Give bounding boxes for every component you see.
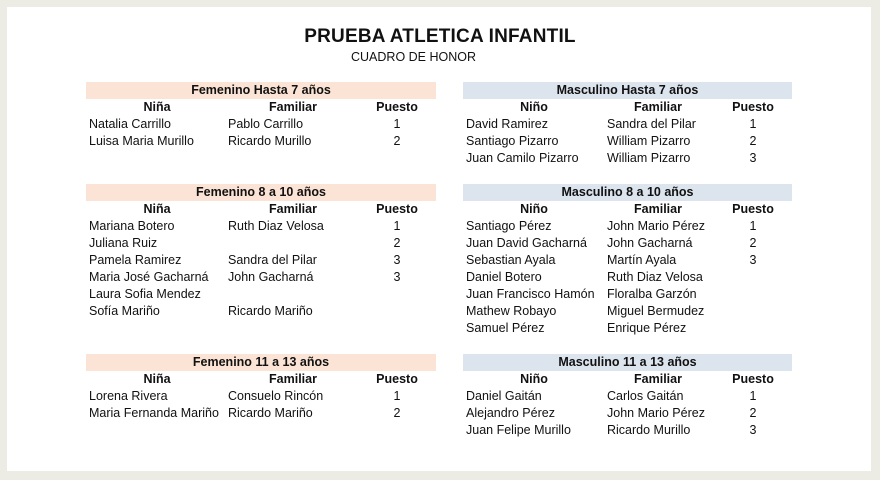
- familiar-name-cell: Consuelo Rincón: [228, 389, 324, 403]
- table-row: [463, 286, 815, 303]
- section-masculino-hasta-7: [463, 82, 815, 167]
- column-header-puesto: Puesto: [376, 100, 418, 114]
- puesto-cell: 1: [749, 389, 757, 403]
- column-header-name: Niño: [520, 202, 548, 216]
- puesto-cell: 2: [749, 236, 757, 250]
- child-name-cell: Lorena Rivera: [89, 389, 168, 403]
- child-name-cell: Juan Camilo Pizarro: [466, 151, 579, 165]
- child-name-cell: Laura Sofia Mendez: [89, 287, 201, 301]
- puesto-cell: 1: [749, 117, 757, 131]
- table-row: [463, 405, 815, 422]
- column-header-familiar: Familiar: [634, 372, 682, 386]
- column-header-familiar: Familiar: [269, 202, 317, 216]
- table-row: [463, 303, 815, 320]
- familiar-name-cell: Ricardo Mariño: [228, 304, 313, 318]
- familiar-name-cell: John Gacharná: [228, 270, 314, 284]
- puesto-cell: 1: [393, 219, 401, 233]
- child-name-cell: Luisa Maria Murillo: [89, 134, 194, 148]
- puesto-cell: 1: [393, 389, 401, 403]
- familiar-name-cell: Miguel Bermudez: [607, 304, 705, 318]
- familiar-name-cell: Pablo Carrillo: [228, 117, 304, 131]
- child-name-cell: Santiago Pérez: [466, 219, 552, 233]
- puesto-cell: 3: [749, 151, 757, 165]
- section-masculino-11-a-13: [463, 354, 815, 439]
- puesto-cell: 2: [393, 236, 401, 250]
- child-name-cell: Maria Fernanda Mariño: [89, 406, 219, 420]
- column-header-row: [463, 201, 815, 218]
- child-name-cell: Sofía Mariño: [89, 304, 160, 318]
- child-name-cell: Juliana Ruiz: [89, 236, 158, 250]
- page-subtitle: CUADRO DE HONOR: [351, 50, 477, 64]
- section-header: Masculino 11 a 13 años: [463, 354, 792, 371]
- section-masculino-8-a-10: [463, 184, 815, 337]
- column-header-puesto: Puesto: [732, 100, 774, 114]
- puesto-cell: 3: [393, 253, 401, 267]
- puesto-cell: 3: [749, 423, 757, 437]
- familiar-name-cell: Ruth Diaz Velosa: [607, 270, 703, 284]
- column-header-name: Niña: [143, 202, 171, 216]
- child-name-cell: Mathew Robayo: [466, 304, 557, 318]
- column-header-row: [463, 99, 815, 116]
- puesto-cell: 3: [393, 270, 401, 284]
- table-row: [86, 286, 438, 303]
- table-row: [86, 235, 438, 252]
- familiar-name-cell: John Gacharná: [607, 236, 693, 250]
- section-header: Femenino 8 a 10 años: [86, 184, 436, 201]
- familiar-name-cell: Sandra del Pilar: [228, 253, 317, 267]
- column-header-row: [86, 99, 438, 116]
- familiar-name-cell: John Mario Pérez: [607, 406, 705, 420]
- child-name-cell: Daniel Botero: [466, 270, 542, 284]
- column-header-name: Niña: [143, 372, 171, 386]
- column-header-name: Niño: [520, 372, 548, 386]
- column-header-name: Niña: [143, 100, 171, 114]
- puesto-cell: 3: [749, 253, 757, 267]
- table-row: [86, 116, 438, 133]
- section-header: Femenino Hasta 7 años: [86, 82, 436, 99]
- column-header-familiar: Familiar: [269, 100, 317, 114]
- column-header-puesto: Puesto: [376, 202, 418, 216]
- column-header-familiar: Familiar: [634, 100, 682, 114]
- familiar-name-cell: William Pizarro: [607, 134, 691, 148]
- familiar-name-cell: Ricardo Murillo: [607, 423, 691, 437]
- column-header-row: [86, 371, 438, 388]
- child-name-cell: Juan Felipe Murillo: [466, 423, 571, 437]
- table-row: [86, 269, 438, 286]
- child-name-cell: Juan David Gacharná: [466, 236, 587, 250]
- table-row: [463, 235, 815, 252]
- table-row: [463, 116, 815, 133]
- familiar-name-cell: Floralba Garzón: [607, 287, 697, 301]
- table-row: [86, 133, 438, 150]
- child-name-cell: Daniel Gaitán: [466, 389, 542, 403]
- table-row: [463, 320, 815, 337]
- column-header-familiar: Familiar: [634, 202, 682, 216]
- section-header: Masculino Hasta 7 años: [463, 82, 792, 99]
- table-row: [463, 252, 815, 269]
- column-header-familiar: Familiar: [269, 372, 317, 386]
- column-header-row: [463, 371, 815, 388]
- familiar-name-cell: Carlos Gaitán: [607, 389, 684, 403]
- table-row: [86, 252, 438, 269]
- familiar-name-cell: William Pizarro: [607, 151, 691, 165]
- familiar-name-cell: Ricardo Mariño: [228, 406, 313, 420]
- puesto-cell: 2: [393, 134, 401, 148]
- familiar-name-cell: Ruth Diaz Velosa: [228, 219, 324, 233]
- familiar-name-cell: John Mario Pérez: [607, 219, 705, 233]
- column-header-name: Niño: [520, 100, 548, 114]
- child-name-cell: Juan Francisco Hamón: [466, 287, 595, 301]
- puesto-cell: 2: [749, 406, 757, 420]
- child-name-cell: Samuel Pérez: [466, 321, 545, 335]
- table-row: [86, 388, 438, 405]
- table-row: [463, 218, 815, 235]
- section-femenino-hasta-7: [86, 82, 438, 150]
- puesto-cell: 2: [393, 406, 401, 420]
- section-header: Masculino 8 a 10 años: [463, 184, 792, 201]
- familiar-name-cell: Ricardo Murillo: [228, 134, 312, 148]
- child-name-cell: Pamela Ramirez: [89, 253, 182, 267]
- child-name-cell: Maria José Gacharná: [89, 270, 209, 284]
- section-femenino-11-a-13: [86, 354, 438, 422]
- puesto-cell: 2: [749, 134, 757, 148]
- familiar-name-cell: Martín Ayala: [607, 253, 677, 267]
- child-name-cell: Alejandro Pérez: [466, 406, 555, 420]
- page-title: PRUEBA ATLETICA INFANTIL: [304, 26, 576, 47]
- column-header-puesto: Puesto: [732, 202, 774, 216]
- table-row: [86, 303, 438, 320]
- child-name-cell: Sebastian Ayala: [466, 253, 556, 267]
- column-header-puesto: Puesto: [376, 372, 418, 386]
- familiar-name-cell: Enrique Pérez: [607, 321, 687, 335]
- table-row: [463, 422, 815, 439]
- table-row: [463, 150, 815, 167]
- child-name-cell: Natalia Carrillo: [89, 117, 171, 131]
- table-row: [463, 269, 815, 286]
- column-header-puesto: Puesto: [732, 372, 774, 386]
- section-header: Femenino 11 a 13 años: [86, 354, 436, 371]
- child-name-cell: Santiago Pizarro: [466, 134, 559, 148]
- familiar-name-cell: Sandra del Pilar: [607, 117, 696, 131]
- section-femenino-8-a-10: [86, 184, 438, 320]
- table-row: [463, 388, 815, 405]
- table-row: [463, 133, 815, 150]
- column-header-row: [86, 201, 438, 218]
- table-row: [86, 218, 438, 235]
- puesto-cell: 1: [749, 219, 757, 233]
- puesto-cell: 1: [393, 117, 401, 131]
- table-row: [86, 405, 438, 422]
- child-name-cell: David Ramirez: [466, 117, 548, 131]
- child-name-cell: Mariana Botero: [89, 219, 175, 233]
